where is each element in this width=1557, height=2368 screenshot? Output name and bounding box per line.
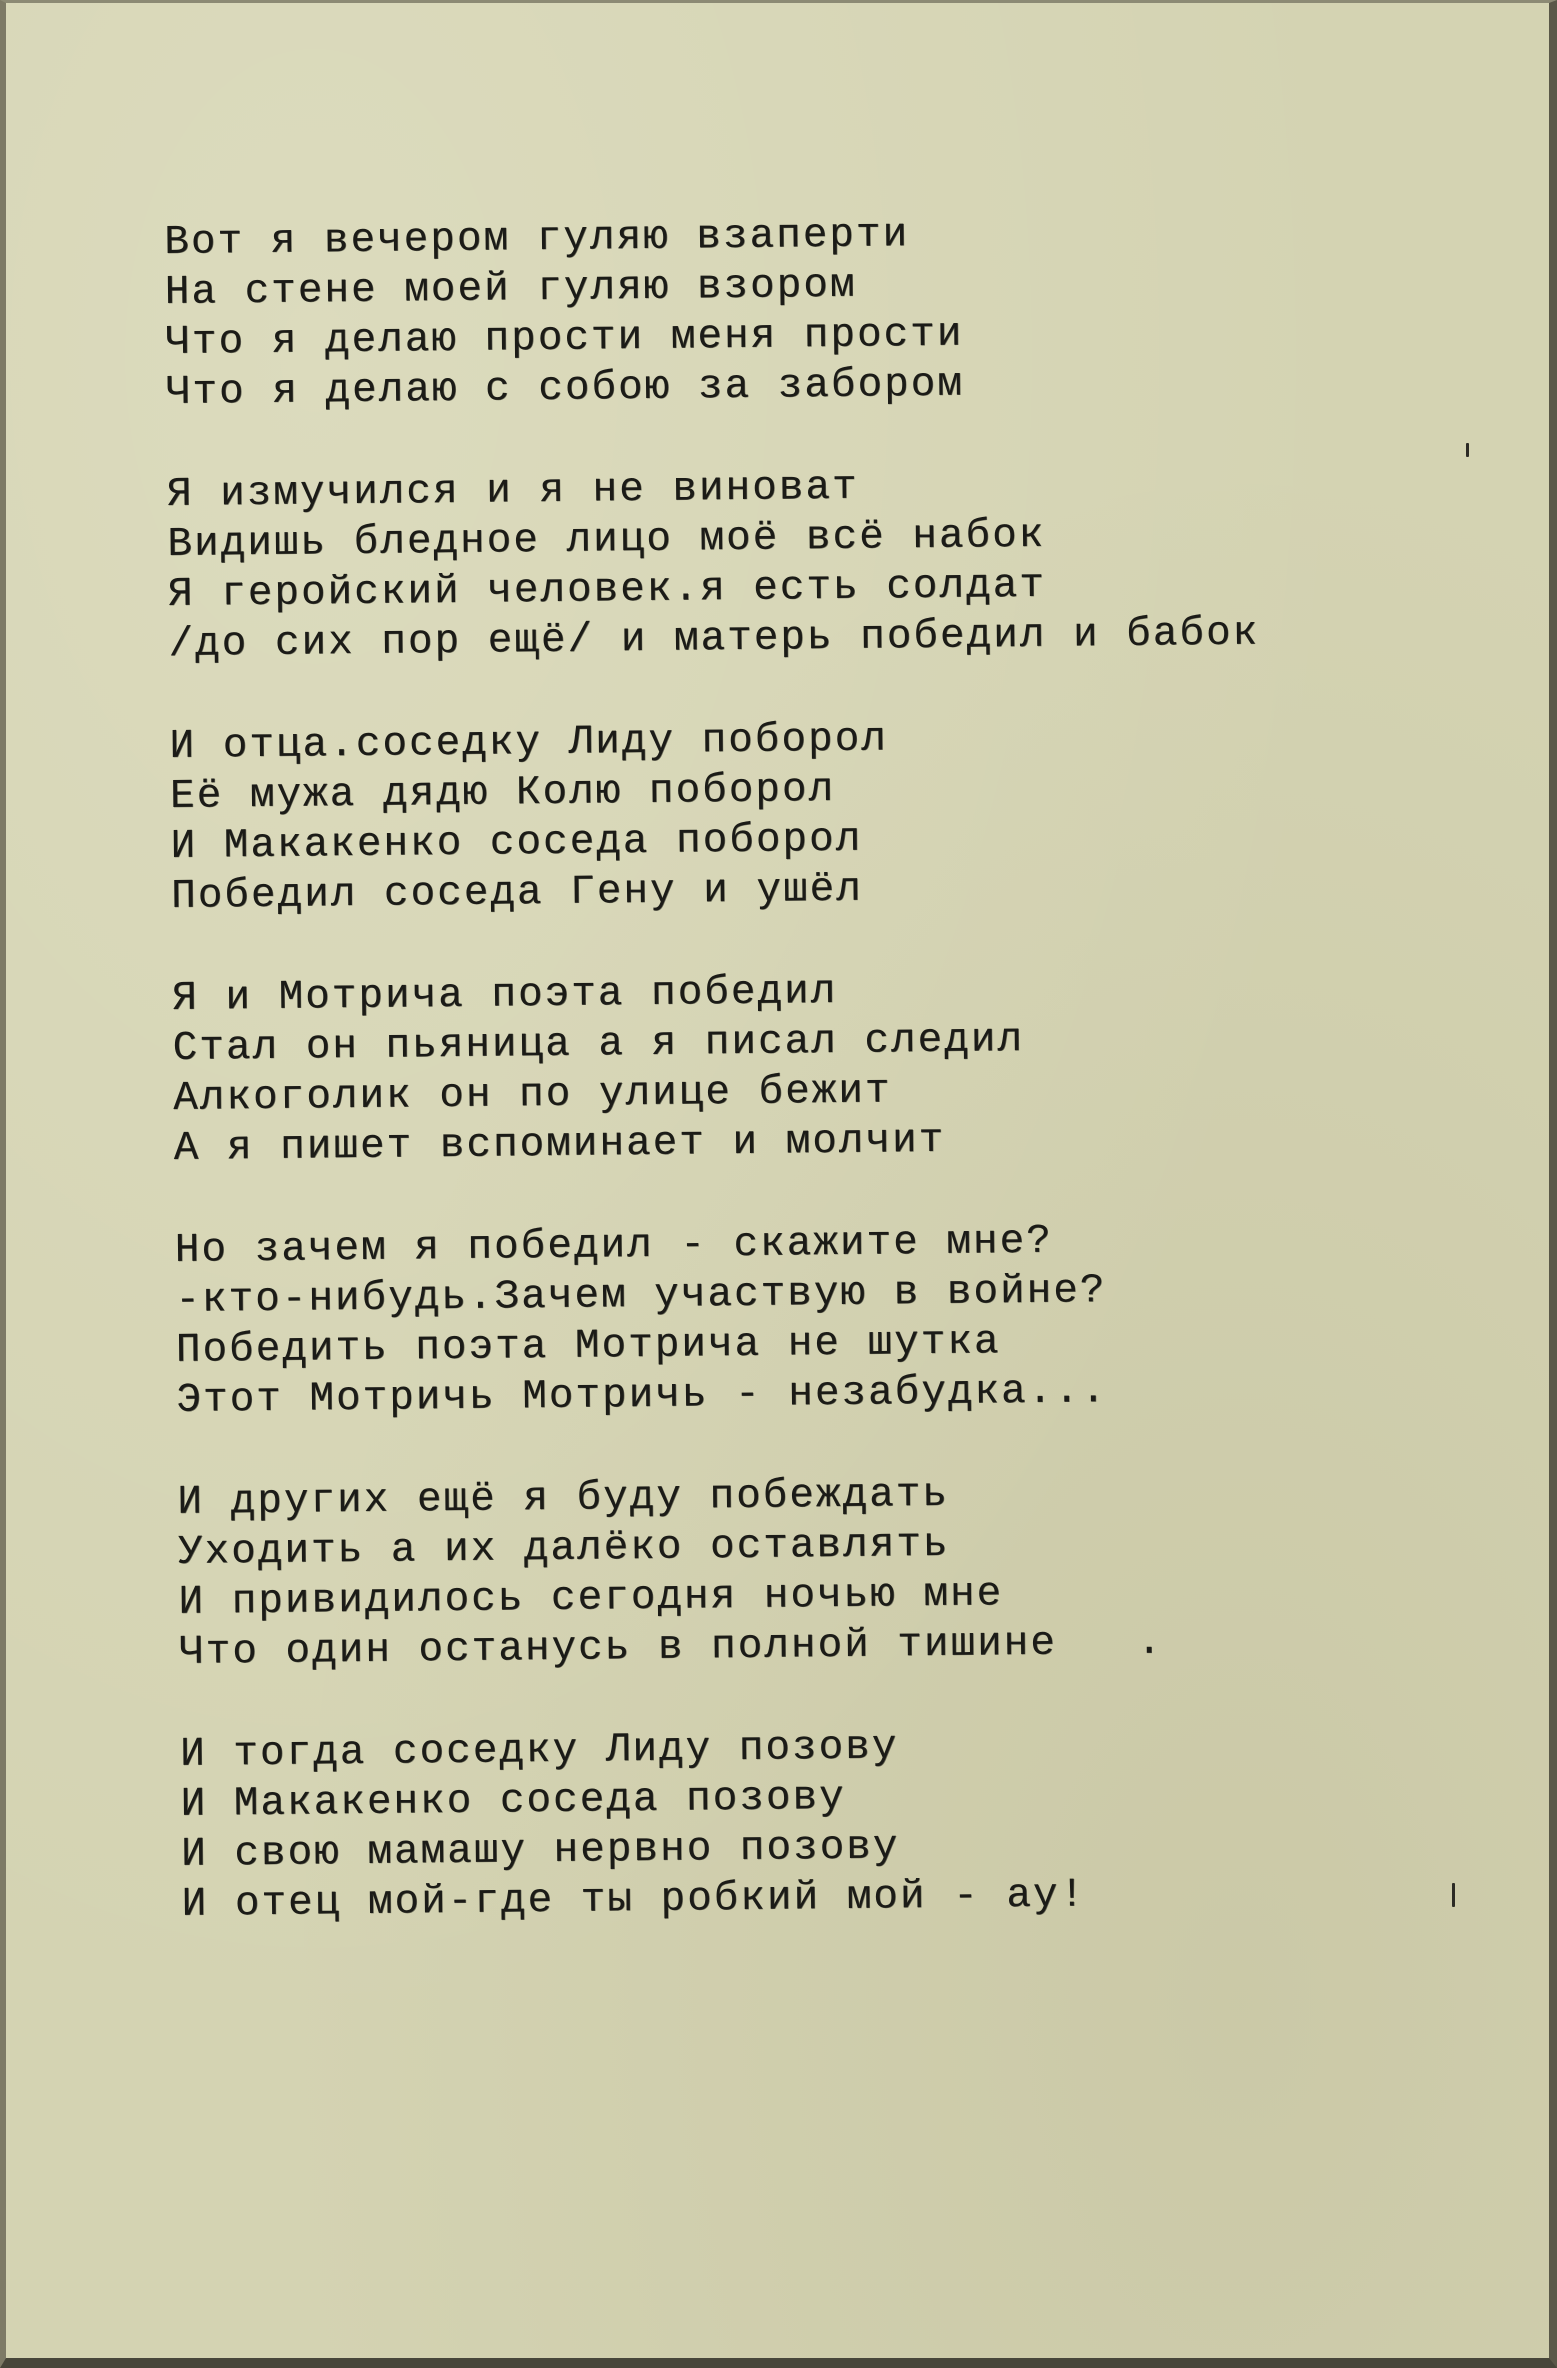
stanza <box>169 709 1421 922</box>
stanza <box>180 1717 1432 1930</box>
poem-line: Этот Мотричь Мотричь - незабудка... <box>176 1368 1108 1424</box>
poem-body <box>164 205 1432 1982</box>
poem-line: И тогда соседку Лиду позову <box>179 1724 899 1778</box>
stanza <box>175 1213 1427 1426</box>
poem-line: Я геройский человек.я есть солдат <box>167 562 1047 618</box>
stanza <box>167 457 1419 670</box>
poem-line: И других ещё я буду побеждать <box>177 1471 950 1526</box>
poem-line: Вот я вечером гуляю взаперти <box>164 212 910 266</box>
ink-speck <box>1466 443 1469 457</box>
poem-line: -кто-нибудь.Зачем участвую в войне? <box>175 1268 1107 1324</box>
poem-line: Я измучился и я не виноват <box>166 464 859 518</box>
poem-line: Алкоголик он по улице бежит <box>172 1068 892 1122</box>
poem-line: Победить поэта Мотрича не шутка <box>175 1319 1001 1374</box>
poem-line: И Макакенко соседа поборол <box>170 816 863 870</box>
poem-line: На стене моей гуляю взором <box>164 262 857 316</box>
poem-line: Что я делаю прости меня прости <box>165 311 964 366</box>
poem-line: А я пишет вспоминает и молчит <box>173 1117 946 1172</box>
poem-line: И Макакенко соседа позову <box>180 1774 846 1828</box>
poem-line: Видишь бледное лицо моё всё набок <box>167 512 1046 568</box>
poem-line: И отца.соседку Лиду поборол <box>169 716 889 770</box>
poem-line: Её мужа дядю Колю поборол <box>169 767 836 820</box>
poem-line: Что я делаю с собою за забором <box>165 361 965 416</box>
poem-line: Что один останусь в полной тишине . <box>178 1619 1164 1676</box>
poem-line: И отец мой-где ты робкий мой - ау! <box>181 1872 1087 1928</box>
stanza <box>177 1465 1429 1678</box>
stanza <box>164 205 1416 418</box>
poem-line: Победил соседа Гену и ушёл <box>170 866 864 920</box>
stanza <box>172 961 1424 1174</box>
ink-speck <box>1452 1883 1455 1907</box>
poem-line: И привидилось сегодня ночью мне <box>178 1571 1004 1626</box>
poem-line: И свою мамашу нервно позову <box>180 1824 900 1878</box>
poem-line: Уходить а их далёко оставлять <box>177 1521 950 1576</box>
poem-line: Но зачем я победил - скажите мне? <box>174 1218 1053 1274</box>
poem-line: /до сих пор ещё/ и матерь победил и бабок <box>168 610 1260 668</box>
poem-line: Стал он пьяница а я писал следил <box>172 1017 1025 1072</box>
poem-line: Я и Мотрича поэта победил <box>171 968 838 1022</box>
